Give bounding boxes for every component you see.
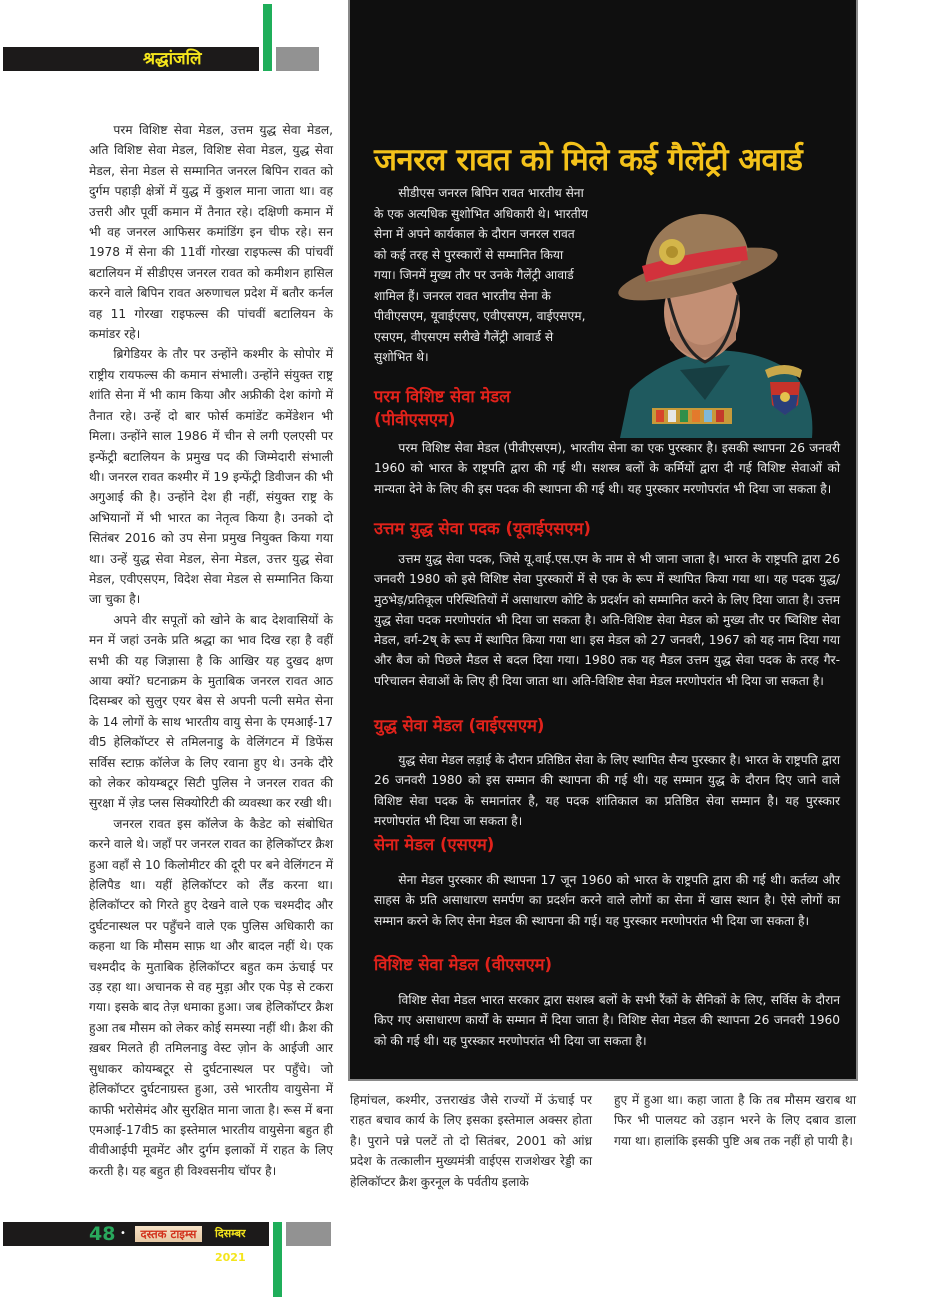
award-paragraph: परम विशिष्ट सेवा मेडल (पीवीएसएम), भारतीय सेना का एक पुरस्कार है। इसकी स्थापना 26 जनवरी 1960 को भारत के राष्ट्रपति द्वारा की गई थी। सशस्त्र बलों के कर्मियों द्वारा दी गई विशिष्ट सेवाओं को मान्यता देने के लिए की इस पदक की स्थापना की गई थी। यह पुरस्कार मरणोपरांत भी दिया जा सकता है। xyxy=(374,441,840,496)
general-portrait-photo xyxy=(590,200,840,438)
award-heading-sm: सेना मेडल (एसएम) xyxy=(374,835,495,854)
award-heading-vsm: विशिष्ट सेवा मेडल (वीएसएम) xyxy=(374,955,553,974)
article-paragraph: हुए में हुआ था। कहा जाता है कि तब मौसम खराब था फिर भी पालयट को उड़ान भरने के लिए दबाव डाला गया था। हालांकि इसकी पुष्टि अब तक नहीं हो पायी है। xyxy=(614,1093,856,1148)
award-paragraph: उत्तम युद्ध सेवा पदक, जिसे यू.वाई.एस.एम के नाम से भी जाना जाता है। भारत के राष्ट्रपति द्वारा 26 जनवरी 1980 को इसे विशिष्ट सेवा पुरस्कारों में से एक के रूप में स्थापित किया गया था। यह पदक युद्ध/मुठभेड़/प्रतिकूल परिस्थितियों में असाधारण कोटि के प्रदर्शन को सम्मानित करने के लिए दिया जाता है। उत्तम युद्ध सेवा पदक मरणोपरांत भी दिया जा सकता है। अति-विशिष्ट सेवा मेडल को मुख्य तौर पर ष्विशिष्ट सेवा मेडल, वर्ग-2ष् के रूप में स्थापित किया गया था। इस मेडल को 27 जनवरी, 1967 को यह नाम दिया गया और बैज को पिछले मैडल से बदल दिया गया। 1980 तक यह मैडल उत्तम युद्ध सेवा पदक के तरह गैर-परिचालन सेवाओं के लिए ही दिया जाता था। अति-विशिष्ट सेवा मेडल मरणोपरांत भी दिया जा सकता है। xyxy=(374,552,840,688)
article-paragraph: परम विशिष्ट सेवा मेडल, उत्तम युद्ध सेवा मेडल, अति विशिष्ट सेवा मेडल, विशिष्ट सेवा मेडल, युद्ध सेवा मेडल, सेना मेडल से सम्मानित जनरल बिपिन रावत को दुर्गम पहाड़ी क्षेत्रों में युद्ध में कुशल माना जाता था। वह उत्तरी और पूर्वी कमान में तैनात रहे। दक्षिणी कमान में भी वह जनरल आफिसर कमांडिंग इन चीफ रहे। सन 1978 में सेना की 11वीं गोरखा राइफल्स की पांचवीं बटालियन में सीडीएस जनरल रावत को कमीशन हासिल करने वाले बिपिन रावत अरुणाचल प्रदेश में बतौर कर्नल वह 11 गोरखा राइफल्स की पांचवीं बटालियन के कमांडर रहे। xyxy=(89,123,333,342)
grey-accent-block xyxy=(276,47,319,71)
section-header-bar xyxy=(3,47,259,71)
article-paragraph: अपने वीर सपूतों को खोने के बाद देशवासियों के मन में जहां उनके प्रति श्रद्धा का भाव दिख रहा है वहीं सभी की यह जिज्ञासा है कि आखिर यह दुखद क्षण आया क्यों? घटनाक्रम के मुताबिक जनरल रावत आठ दिसम्बर को सुलुर एयर बेस से अपनी पत्नी समेत सेना के 14 लोगों के साथ भारतीय वायु सेना के एमआई-17 वी5 हेलिकॉप्टर से तमिलनाडु के वेलिंगटन में डिफेंस सर्विस स्टाफ़ कॉलेज के लिए रवाना हुए थे। उनके दौरे को लेकर कोयम्बटूर सिटी पुलिस ने जनरल रावत की सुरक्षा में ज़ेड प्लस सिक्योरिटी की व्यवस्था कर रखी थी। xyxy=(89,612,333,811)
green-accent-bar xyxy=(273,1222,282,1297)
intro-paragraph: सीडीएस जनरल बिपिन रावत भारतीय सेना के एक अत्यधिक सुशोभित अधिकारी थे। भारतीय सेना में अपने कार्यकाल के दौरान जनरल रावत को कई तरह से पुरस्कारों से सम्मानित किया गया। जिनमें मुख्य तौर पर उनके गैलेंट्री आवार्ड शामिल हैं। जनरल रावत भारतीय सेना के पीवीएसएम, यूवाईएसए, एवीएसएम, वाईएसएम, एसएम, वीएसएम सरीखे गैलेंट्री आवार्ड से सुशोभित थे। xyxy=(374,186,588,364)
left-article-column xyxy=(89,120,333,1181)
panel-headline: जनरल रावत को मिले कई गैलेंट्री अवार्ड xyxy=(374,142,803,178)
award-text-vsm xyxy=(374,990,840,1051)
grey-accent-block xyxy=(286,1222,331,1246)
green-accent-bar xyxy=(263,4,272,71)
article-paragraph: ब्रिगेडियर के तौर पर उन्होंने कश्मीर के सोपोर में राष्ट्रीय रायफल्स की कमान संभाली। उन्होंने संयुक्त राष्ट्र शांति सेना में भी काम किया और अफ्रीकी देश कांगो में तैनात रहे। उन्हें दो बार फोर्स कमांडेंट कमेंडेशन भी मिला। उन्होंने साल 1986 में चीन से लगी एलएसी पर इन्फेंट्री बटालियन के प्रमुख पद की जिम्मेदारी संभाली थी। जनरल रावत कश्मीर में 19 इन्फेंट्री डिवीजन की भी अगुआई की है। उन्होंने देश ही नहीं, संयुक्त राष्ट्र के अभियानों में भी भारत का नेतृत्व किया है। उनको दो सितंबर 2016 को उप सेना प्रमुख नियुक्त किया गया था। उन्हें युद्ध सेवा मेडल, सेना मेडल, उत्तर युद्ध सेवा मेडल, एवीएसएम, विदेश सेवा मेडल से सम्मानित किया जा चुका है। xyxy=(89,347,333,607)
gallantry-awards-panel xyxy=(348,0,858,1081)
award-paragraph: विशिष्ट सेवा मेडल भारत सरकार द्वारा सशस्त्र बलों के सभी रैंकों के सैनिकों के लिए, सर्विस के दौरान किए गए असाधारण कार्यों के सम्मान में दिया जाता है। विशिष्ट सेवा मेडल की स्थापना 26 जनवरी 1960 को की गई थी। यह पुरस्कार मरणोपरांत भी दिया जा सकता है। xyxy=(374,993,840,1048)
portrait-illustration xyxy=(590,200,840,438)
award-paragraph: युद्ध सेवा मेडल लड़ाई के दौरान प्रतिष्ठित सेवा के लिए स्थापित सैन्य पुरस्कार है। भारत के राष्ट्रपति द्वारा 26 जनवरी 1980 को इस सम्मान की स्थापना की गई थी। यह सम्मान युद्ध के दौरान दिए जाने वाले विशिष्ट सेवा पदक के समानांतर है, यह पदक शांतिकाल का प्रतिष्ठित सेवा सम्मान है। यह पुरस्कार मरणोपरांत भी दिया जा सकता है। xyxy=(374,753,840,828)
article-paragraph: जनरल रावत इस कॉलेज के कैडेट को संबोधित करने वाले थे। जहाँ पर जनरल रावत का हेलिकॉप्टर क्रैश हुआ वहाँ से 10 किलोमीटर की दूरी पर बने वेलिंगटन में हेलिपैड था। यहीं हेलिकॉप्टर को लैंड करना था। हेलिकॉप्टर को गिरते हुए देखने वाले एक चश्मदीद और दुर्घटनास्थल पर पहुँचने वाले एक पुलिस अधिकारी का कहना था कि मौसम साफ़ था और बादल नहीं थे। एक चश्मदीद के मुताबिक हेलिकॉप्टर बहुत कम ऊंचाई पर उड़ रहा था। अचानक से वह मुड़ा और एक पेड़ से टकरा गया। इसके बाद तेज़ धमाका हुआ। जब हेलिकॉप्टर क्रैश हुआ तब मौसम को लेकर कोई समस्या नहीं थी। क्रैश की ख़बर मिलते ही तमिलनाडु वेस्ट ज़ोन के आईजी आर सुधाकर कोयम्बटूर से दुर्घटनास्थल पर पहुँचे। जो हेलिकॉप्टर दुर्घटनाग्रस्त हुआ, उसे भारतीय वायुसेना में काफी भरोसेमंद और सुरक्षित माना जाता है। रूस में बना एमआई-17वी5 का इस्तेमाल भारतीय वायुसेना बहुत ही वीवीआईपी मूवमेंट और दुर्गम इलाकों में राहत के लिए करती है। यह बहुत ही विश्वसनीय चॉपर है। xyxy=(89,816,333,1178)
award-text-sm xyxy=(374,870,840,931)
issue-date: दिसम्बर 2021 xyxy=(215,1227,246,1264)
panel-intro xyxy=(374,183,588,368)
magazine-logo: दस्तक टाइम्स xyxy=(135,1226,202,1242)
article-paragraph: हिमांचल, कश्मीर, उत्तराखंड जैसे राज्यों में ऊंचाई पर राहत बचाव कार्य के लिए इसका इस्तेमाल अक्सर होता है। पुराने पन्ने पलटें तो दो सितंबर, 2001 को आंध्र प्रदेश के तत्कालीन मुख्यमंत्री वाईएस राजशेखर रेड्डी का हेलिकॉप्टर क्रैश कुरनूल के पर्वतीय इलाके xyxy=(350,1093,592,1189)
bottom-column-middle xyxy=(350,1090,592,1192)
bottom-column-right xyxy=(614,1090,856,1151)
award-heading-pvsm: परम विशिष्ट सेवा मेडल (पीवीएसएम) xyxy=(374,387,511,429)
award-heading-uysm: उत्तम युद्ध सेवा पदक (यूवाईएसएम) xyxy=(374,519,591,538)
award-text-uysm xyxy=(374,549,840,691)
footer-bar xyxy=(3,1222,269,1264)
award-paragraph: सेना मेडल पुरस्कार की स्थापना 17 जून 1960 को भारत के राष्ट्रपति द्वारा की गई थी। कर्तव्य और साहस के प्रति असाधारण समर्पण का प्रदर्शन करने वाले लोगों का सेना में खास स्थान है। ऐसे लोगों का सम्मान करने के लिए सेना मेडल की स्थापना की गई। यह पुरस्कार मरणोपरांत भी दिया जा सकता है। xyxy=(374,873,840,928)
award-heading-ysm: युद्ध सेवा मेडल (वाईएसएम) xyxy=(374,716,545,735)
page-number: 48 xyxy=(89,1223,116,1245)
section-title: श्रद्धांजलि xyxy=(143,49,202,69)
bullet-separator-icon: • xyxy=(120,1228,126,1239)
award-text-ysm xyxy=(374,750,840,831)
award-text-pvsm xyxy=(374,438,840,499)
